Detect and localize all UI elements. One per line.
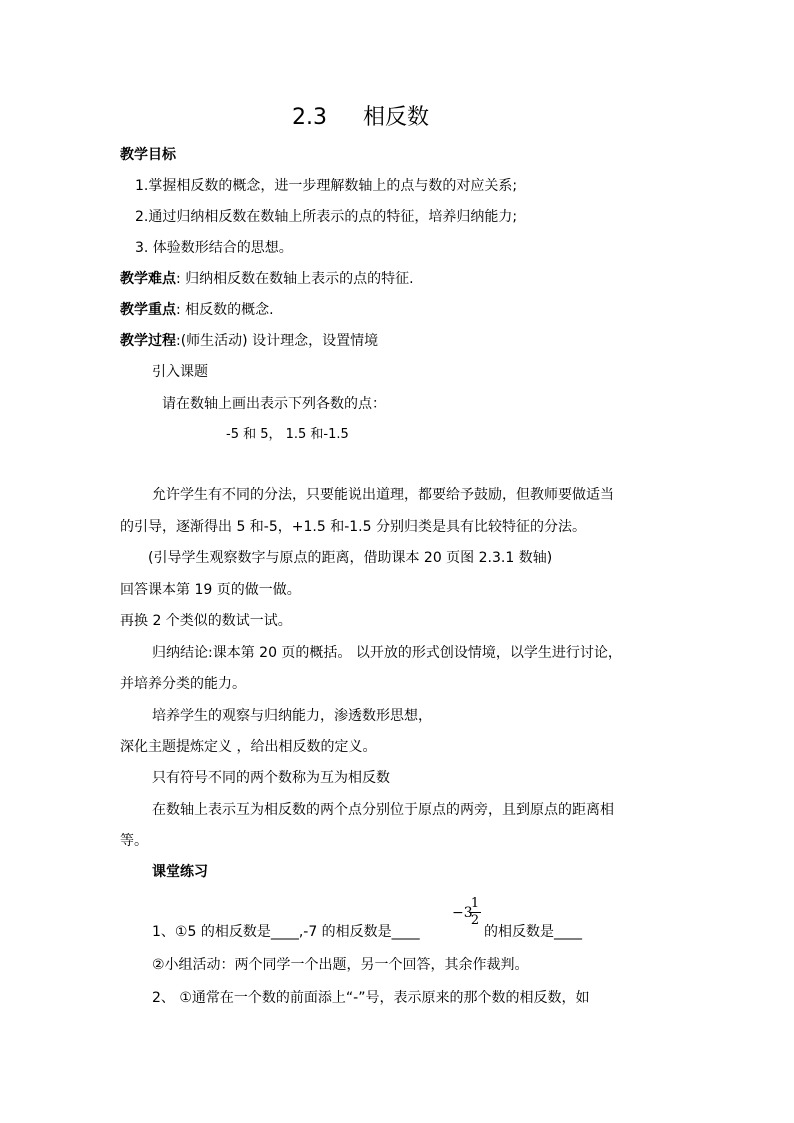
- focus-text: : 相反数的概念.: [176, 302, 274, 318]
- body-line-12: 等。: [120, 833, 148, 849]
- title-number: 2.3: [292, 105, 327, 130]
- body-line-11: 在数轴上表示互为相反数的两个点分别位于原点的两旁，且到原点的距离相: [152, 802, 614, 818]
- goal-item-3: 3. 体验数形结合的思想。: [135, 240, 293, 256]
- goals-heading: 教学目标: [120, 147, 176, 163]
- process-text: :(师生活动) 设计理念，设置情境: [176, 333, 379, 349]
- body-line-9: 深化主题提炼定义 ，给出相反数的定义。: [120, 739, 377, 755]
- intro-prompt: 请在数轴上画出表示下列各数的点：: [162, 396, 386, 412]
- body-line-1: 允许学生有不同的分法，只要能说出道理，都要给予鼓励，但教师要做适当: [152, 487, 614, 503]
- body-line-6: 归纳结论:课本第 20 页的概括。 以开放的形式创设情境，以学生进行讨论，: [152, 645, 622, 661]
- intro-numbers: -5 和 5， 1.5 和-1.5: [226, 427, 349, 442]
- practice-q1-part1: 1、①5 的相反数是____,-7 的相反数是____: [152, 924, 420, 940]
- focus-label: 教学重点: [120, 302, 176, 318]
- fraction-numerator: 1: [470, 896, 480, 911]
- body-line-2: 的引导，逐渐得出 5 和-5，+1.5 和-1.5 分别归类是具有比较特征的分法。: [120, 519, 586, 535]
- fraction-whole: −3: [452, 905, 473, 921]
- page-title: [292, 104, 429, 132]
- practice-q2: 2、 ①通常在一个数的前面添上“-”号，表示原来的那个数的相反数，如: [152, 990, 590, 1006]
- practice-heading: 课堂练习: [152, 864, 208, 880]
- difficulty-line: [120, 269, 414, 289]
- difficulty-label: 教学难点: [120, 271, 176, 287]
- process-label: 教学过程: [120, 333, 176, 349]
- body-line-5: 再换 2 个类似的数试一试。: [120, 613, 292, 629]
- intro-heading: 引入课题: [152, 364, 208, 380]
- body-line-4: 回答课本第 19 页的做一做。: [120, 582, 301, 598]
- body-line-10: 只有符号不同的两个数称为互为相反数: [152, 770, 390, 786]
- body-line-7: 并培养分类的能力。: [120, 676, 246, 692]
- practice-q1-part2: 的相反数是____: [484, 924, 582, 940]
- body-line-3: (引导学生观察数字与原点的距离，借助课本 20 页图 2.3.1 数轴): [148, 550, 553, 566]
- title-text: 相反数: [363, 105, 430, 130]
- focus-line: [120, 300, 274, 320]
- goal-item-2: 2.通过归纳相反数在数轴上所表示的点的特征，培养归纳能力;: [135, 209, 518, 225]
- fraction-denominator: 2: [470, 913, 480, 928]
- process-line: [120, 331, 378, 351]
- body-line-8: 培养学生的观察与归纳能力，渗透数形思想，: [152, 708, 432, 724]
- difficulty-text: : 归纳相反数在数轴上表示的点的特征.: [176, 271, 414, 287]
- fraction: [469, 896, 481, 929]
- practice-q1-activity: ②小组活动：两个同学一个出题，另一个回答，其余作裁判。: [152, 957, 529, 973]
- goal-item-1: 1.掌握相反数的概念，进一步理解数轴上的点与数的对应关系;: [135, 178, 518, 194]
